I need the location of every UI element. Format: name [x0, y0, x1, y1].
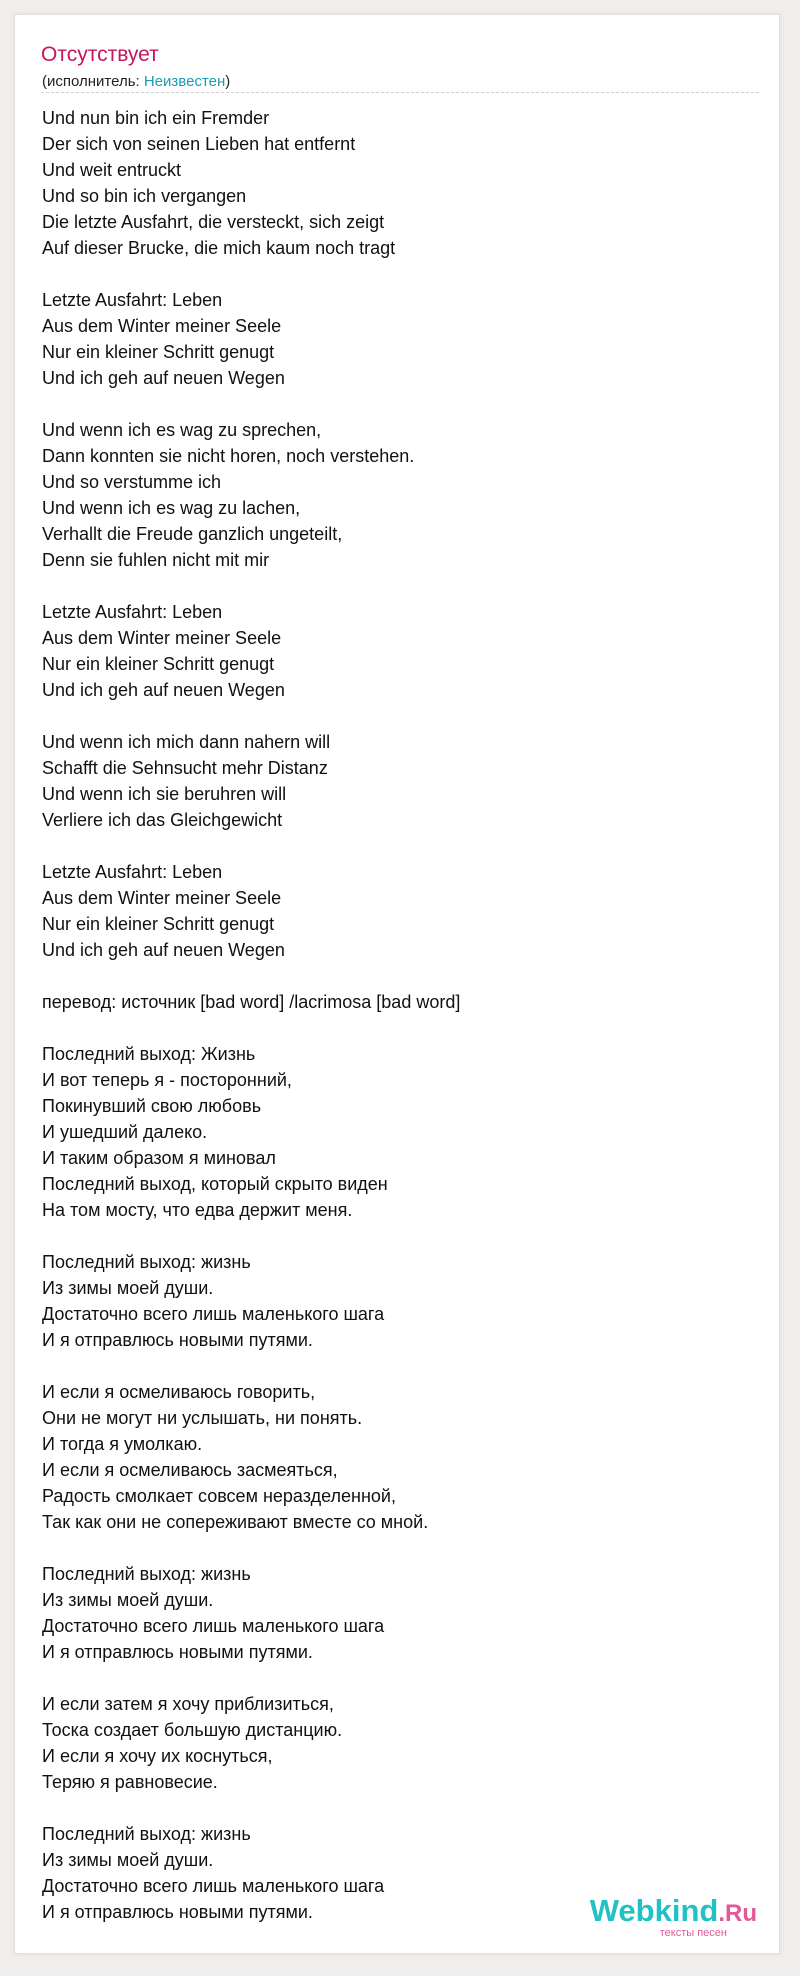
- title-divider: [41, 92, 759, 93]
- artist-suffix: ): [225, 73, 231, 90]
- logo-tld: .Ru: [718, 1900, 757, 1927]
- lyric-line: И я отправлюсь новыми путями.: [42, 1642, 313, 1662]
- lyric-line: И ушедший далеко.: [42, 1122, 208, 1142]
- lyric-line: Последний выход, который скрыто виден: [42, 1174, 388, 1194]
- lyric-line: Letzte Ausfahrt: Leben: [42, 602, 223, 622]
- lyric-line: Denn sie fuhlen nicht mit mir: [42, 550, 270, 570]
- lyric-line: Радость смолкает совсем неразделенной,: [42, 1486, 396, 1506]
- artist-prefix: (исполнитель:: [42, 73, 144, 90]
- lyric-line: Letzte Ausfahrt: Leben: [42, 862, 223, 882]
- lyrics-card: [14, 14, 780, 1954]
- lyric-line: И таким образом я миновал: [42, 1148, 276, 1168]
- stanza: [42, 1249, 762, 1353]
- lyric-line: И если затем я хочу приблизиться,: [42, 1694, 334, 1714]
- lyric-line: Так как они не сопереживают вместе со мной.: [42, 1512, 429, 1532]
- logo-tagline: тексты песен: [659, 1927, 727, 1939]
- lyric-line: И тогда я умолкаю.: [42, 1434, 203, 1454]
- lyric-line: И вот теперь я - посторонний,: [42, 1070, 292, 1090]
- lyric-line: На том мосту, что едва держит меня.: [42, 1200, 353, 1220]
- artist-link[interactable]: Неизвестен: [143, 73, 226, 90]
- stanza: [42, 105, 762, 261]
- lyric-line: Из зимы моей души.: [42, 1850, 214, 1870]
- lyric-line: Der sich von seinen Lieben hat entfernt: [42, 134, 356, 154]
- lyric-line: И я отправлюсь новыми путями.: [42, 1902, 313, 1922]
- lyric-line: Und wenn ich mich dann nahern will: [42, 732, 331, 752]
- lyric-line: Nur ein kleiner Schritt genugt: [42, 654, 275, 674]
- lyric-line: Und weit entruckt: [42, 160, 182, 180]
- lyric-line: Und ich geh auf neuen Wegen: [42, 940, 285, 960]
- stanza: [42, 989, 762, 1015]
- stanza: [42, 729, 762, 833]
- lyric-line: Die letzte Ausfahrt, die versteckt, sich zeigt: [42, 212, 385, 232]
- lyric-line: Und wenn ich sie beruhren will: [42, 784, 287, 804]
- lyric-line: И я отправлюсь новыми путями.: [42, 1330, 313, 1350]
- stanza: [42, 287, 762, 391]
- lyric-line: Nur ein kleiner Schritt genugt: [42, 914, 275, 934]
- lyric-line: Und ich geh auf neuen Wegen: [42, 368, 285, 388]
- stanza: [42, 1691, 762, 1795]
- lyric-line: Und wenn ich es wag zu sprechen,: [42, 420, 322, 440]
- lyric-line: Достаточно всего лишь маленького шага: [42, 1616, 385, 1636]
- logo-wordmark: [590, 1894, 757, 1931]
- lyric-line: И если я осмеливаюсь засмеяться,: [42, 1460, 338, 1480]
- lyric-line: Letzte Ausfahrt: Leben: [42, 290, 223, 310]
- lyric-line: Покинувший свою любовь: [42, 1096, 262, 1116]
- stanza: [42, 859, 762, 963]
- stanza: [42, 1041, 762, 1223]
- logo-name: Webkind: [589, 1893, 719, 1928]
- stanza: [42, 417, 762, 573]
- artist-line: [42, 73, 230, 90]
- lyric-line: Последний выход: жизнь: [42, 1824, 251, 1844]
- lyric-line: Последний выход: Жизнь: [42, 1044, 256, 1064]
- lyric-line: Теряю я равновесие.: [42, 1772, 218, 1792]
- lyric-line: Auf dieser Brucke, die mich kaum noch tragt: [42, 238, 396, 258]
- lyric-line: Aus dem Winter meiner Seele: [42, 888, 282, 908]
- lyric-line: Und ich geh auf neuen Wegen: [42, 680, 285, 700]
- lyric-line: Nur ein kleiner Schritt genugt: [42, 342, 275, 362]
- lyric-line: перевод: источник [bad word] /lacrimosa [bad word]: [42, 992, 461, 1012]
- lyric-line: Aus dem Winter meiner Seele: [42, 316, 282, 336]
- lyric-line: Aus dem Winter meiner Seele: [42, 628, 282, 648]
- song-title: Отсутствует: [41, 43, 159, 66]
- stanza: [42, 1379, 762, 1535]
- lyric-line: Последний выход: жизнь: [42, 1564, 251, 1584]
- stanza: [42, 1561, 762, 1665]
- site-logo[interactable]: [590, 1894, 757, 1939]
- lyric-line: Достаточно всего лишь маленького шага: [42, 1876, 385, 1896]
- lyric-line: Достаточно всего лишь маленького шага: [42, 1304, 385, 1324]
- lyric-line: И если я осмеливаюсь говорить,: [42, 1382, 316, 1402]
- lyric-line: Schafft die Sehnsucht mehr Distanz: [42, 758, 328, 778]
- lyric-line: Dann konnten sie nicht horen, noch verstehen.: [42, 446, 415, 466]
- stanza: [42, 599, 762, 703]
- lyric-line: Und nun bin ich ein Fremder: [42, 108, 270, 128]
- lyric-line: Verliere ich das Gleichgewicht: [42, 810, 283, 830]
- lyric-line: Тоска создает большую дистанцию.: [42, 1720, 343, 1740]
- lyric-line: Und wenn ich es wag zu lachen,: [42, 498, 301, 518]
- lyric-line: Из зимы моей души.: [42, 1590, 214, 1610]
- lyric-line: И если я хочу их коснуться,: [42, 1746, 273, 1766]
- lyric-line: Они не могут ни услышать, ни понять.: [42, 1408, 363, 1428]
- lyrics-text: [42, 105, 762, 1925]
- lyric-line: Последний выход: жизнь: [42, 1252, 251, 1272]
- lyric-line: Из зимы моей души.: [42, 1278, 214, 1298]
- lyric-line: Und so verstumme ich: [42, 472, 222, 492]
- lyric-line: Verhallt die Freude ganzlich ungeteilt,: [42, 524, 343, 544]
- lyric-line: Und so bin ich vergangen: [42, 186, 247, 206]
